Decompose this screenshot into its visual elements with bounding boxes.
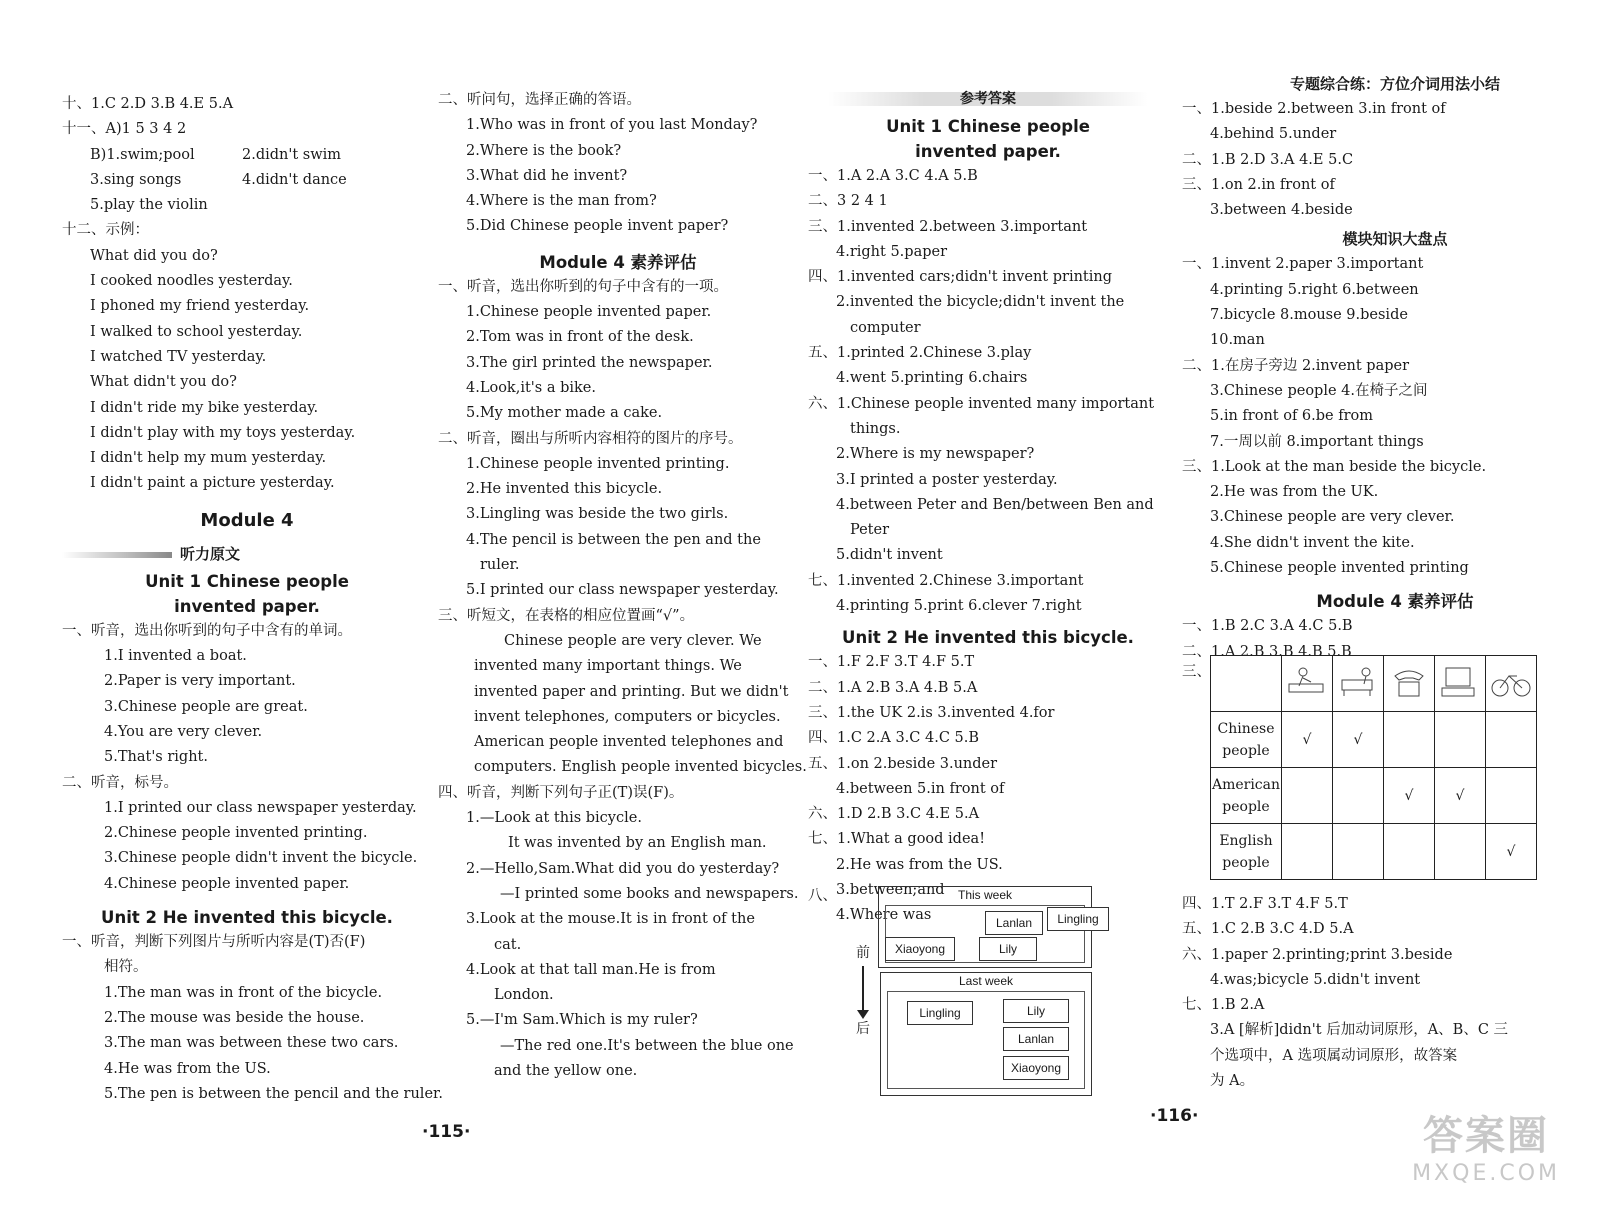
script-line: 1.Chinese people invented printing.	[466, 455, 730, 472]
answer-line: 3.Chinese people 4.在椅子之间	[1210, 382, 1428, 399]
computer-icon	[1438, 662, 1482, 702]
name-tag: Lingling	[907, 1001, 973, 1025]
answer-line: 4.Where was	[836, 907, 932, 924]
watermark-url: MXQE.COM	[1412, 1161, 1560, 1186]
answer-line: 三、1.Look at the man beside the bicycle.	[1182, 458, 1487, 475]
script-line: 2.Where is the book?	[466, 142, 622, 159]
answer-line: 4.printing 5.right 6.between	[1210, 281, 1419, 298]
script-line: 3.The girl printed the newspaper.	[466, 354, 713, 371]
answer-line: 4.was;bicycle 5.didn't invent	[1210, 971, 1421, 988]
section-heading: 专题综合练：方位介词用法小结	[1289, 75, 1500, 93]
answer-line: 个选项中，A 选项属动词原形，故答案	[1210, 1047, 1458, 1064]
script-line: 2.He invented this bicycle.	[466, 481, 663, 498]
answer-line: 4.printing 5.print 6.clever 7.right	[836, 598, 1082, 615]
script-line: 2.Paper is very important.	[104, 673, 296, 690]
check-cell	[1435, 824, 1486, 880]
question-label: 一、听音，判断下列图片与所听内容是(T)否(F)	[62, 934, 366, 951]
table-corner	[1211, 656, 1282, 712]
row-label: American people	[1211, 768, 1282, 824]
answer-line: computer	[850, 319, 921, 336]
script-line: 2.—Hello,Sam.What did you do yesterday?	[466, 860, 780, 877]
name-tag: Lanlan	[985, 911, 1043, 935]
check-cell	[1282, 824, 1333, 880]
this-week-box	[878, 886, 1099, 968]
answer-line: 4.behind 5.under	[1210, 126, 1337, 143]
question-label: 一、听音，选出你听到的句子中含有的单词。	[62, 622, 352, 639]
name-tag: Xiaoyong	[1003, 1056, 1069, 1080]
answer-line: 4.right 5.paper	[836, 243, 948, 260]
answer-line: 五、1.on 2.beside 3.under	[808, 755, 998, 772]
name-tag: Lanlan	[1003, 1027, 1069, 1051]
script-line: 4.He was from the US.	[104, 1060, 271, 1077]
paper-making-icon	[1285, 662, 1329, 702]
answer-line: 七、1.invented 2.Chinese 3.important	[808, 572, 1084, 589]
sample-line: I didn't help my mum yesterday.	[90, 450, 327, 467]
check-cell: √	[1435, 768, 1486, 824]
banner-label: 参考答案	[960, 91, 1016, 107]
unit-heading: invented paper.	[915, 142, 1061, 161]
watermark-logo: 答案圈	[1423, 1113, 1550, 1159]
check-cell	[1384, 824, 1435, 880]
back-label: 后	[856, 1020, 870, 1036]
sample-line: What didn't you do?	[90, 374, 237, 391]
script-line: 2.The mouse was beside the house.	[104, 1009, 365, 1026]
unit-heading: invented paper.	[174, 596, 320, 616]
section-label: 十二、示例：	[62, 222, 149, 239]
answer-line: 2.He was from the UK.	[1210, 484, 1379, 501]
answer-line: 十、1.C 2.D 3.B 4.E 5.A	[62, 96, 234, 112]
question-label: 三、	[1182, 664, 1211, 680]
answer-line: 四、1.T 2.F 3.T 4.F 5.T	[1182, 896, 1348, 912]
answer-line: 4.between 5.in front of	[836, 780, 1005, 797]
answer-line: 一、1.B 2.C 3.A 4.C 5.B	[1182, 618, 1353, 635]
script-line: 5.The pen is between the pencil and the ruler.	[104, 1085, 443, 1102]
check-cell: √	[1384, 768, 1435, 824]
section-heading: 模块知识大盘点	[1342, 230, 1448, 249]
answer-line: Peter	[850, 522, 890, 539]
script-line: 4.The pencil is between the pen and the	[466, 531, 761, 548]
script-line: 4.You are very clever.	[104, 723, 263, 740]
answer-line: 5.didn't invent	[836, 547, 943, 564]
check-cell	[1486, 768, 1537, 824]
table-header-row	[1211, 656, 1537, 712]
sample-line: I cooked noodles yesterday.	[90, 273, 293, 290]
row-label: English people	[1211, 824, 1282, 880]
module-heading: Module 4	[200, 509, 294, 531]
script-line: 1.I invented a boat.	[104, 648, 247, 665]
unit-heading: Unit 1 Chinese people	[886, 117, 1090, 136]
answer-line: 六、1.paper 2.printing;print 3.beside	[1182, 946, 1453, 963]
answer-line: 四、1.C 2.A 3.C 4.C 5.B	[808, 730, 980, 747]
answer-line: 5.in front of 6.be from	[1210, 408, 1374, 425]
script-line: London.	[494, 987, 554, 1004]
answer-line: 5.Chinese people invented printing	[1210, 560, 1469, 577]
answer-line: 三、1.invented 2.between 3.important	[808, 218, 1088, 235]
answer-line: 4.between Peter and Ben/between Ben and	[836, 496, 1154, 513]
section-banner	[62, 543, 432, 567]
answer-line: B)1.swim;pool 2.didn't swim	[90, 146, 342, 163]
script-line: ruler.	[480, 557, 520, 574]
script-line: 3.Chinese people are great.	[104, 698, 308, 715]
question-label: 二、听音，标号。	[62, 774, 178, 791]
script-line: 1.I printed our class newspaper yesterday.	[104, 799, 417, 816]
check-cell: √	[1282, 712, 1333, 768]
column-3	[808, 84, 1168, 929]
question-label: 一、听音，选出你听到的句子中含有的一项。	[438, 278, 728, 295]
picture-cell	[1435, 656, 1486, 712]
question-label: 二、听音，圈出与所听内容相符的图片的序号。	[438, 430, 743, 447]
answer-line: 一、1.beside 2.between 3.in front of	[1182, 101, 1446, 117]
sample-line: I didn't play with my toys yesterday.	[90, 424, 356, 441]
answer-line: things.	[850, 420, 901, 437]
answer-line: 五、1.C 2.B 3.C 4.D 5.A	[1182, 921, 1354, 938]
check-cell	[1435, 712, 1486, 768]
script-line: cat.	[494, 936, 522, 953]
script-line: 1.—Look at this bicycle.	[466, 810, 642, 827]
script-line: It was invented by an English man.	[508, 835, 767, 852]
answer-table	[1210, 655, 1537, 880]
script-line: 5.My mother made a cake.	[466, 405, 663, 422]
script-line: —I printed some books and newspapers.	[500, 885, 799, 902]
telephone-icon	[1387, 662, 1431, 702]
script-line: 3.The man was between these two cars.	[104, 1035, 399, 1052]
answer-line: 2.Where is my newspaper?	[836, 446, 1035, 463]
script-line: 3.Chinese people didn't invent the bicycle.	[104, 850, 418, 867]
check-cell	[1333, 824, 1384, 880]
question-label: 相符。	[104, 959, 148, 976]
answer-line: 三、1.on 2.in front of	[1182, 176, 1335, 193]
answer-line: 六、1.D 2.B 3.C 4.E 5.A	[808, 806, 980, 823]
script-line: 1.The man was in front of the bicycle.	[104, 984, 383, 1001]
passage-line: computers. English people invented bicycles.	[474, 759, 807, 776]
unit-heading: Unit 2 He invented this bicycle.	[101, 908, 393, 928]
picture-cell	[1486, 656, 1537, 712]
column-4	[1182, 72, 1572, 665]
name-tag: Xiaoyong	[885, 937, 955, 961]
bicycle-icon	[1489, 662, 1533, 702]
banner-label: 听力原文	[180, 544, 241, 563]
sample-line: I watched TV yesterday.	[90, 348, 267, 365]
answer-banner	[808, 84, 1168, 114]
script-line: 2.Chinese people invented printing.	[104, 825, 368, 842]
picture-cell	[1333, 656, 1384, 712]
name-tag: Lily	[1003, 999, 1069, 1023]
script-line: 5.That's right.	[104, 749, 208, 766]
sample-line: I walked to school yesterday.	[90, 323, 303, 340]
script-line: 5.—I'm Sam.Which is my ruler?	[466, 1012, 698, 1029]
answer-line: 四、1.invented cars;didn't invent printing	[808, 269, 1113, 286]
answer-line: 5.play the violin	[90, 197, 208, 214]
last-week-box	[880, 972, 1092, 1096]
answer-line: 3.between;and	[836, 882, 945, 899]
script-line: 5.I printed our class newspaper yesterday.	[466, 582, 779, 599]
script-line: 1.Who was in front of you last Monday?	[466, 117, 758, 134]
check-cell: √	[1333, 712, 1384, 768]
page-number: ·115·	[422, 1122, 471, 1142]
answer-line: 3.Chinese people are very clever.	[1210, 509, 1455, 526]
table-row	[1211, 712, 1537, 768]
name-tag: Lily	[979, 937, 1037, 961]
column-2	[438, 88, 807, 1084]
answer-line: 三、1.the UK 2.is 3.invented 4.for	[808, 704, 1055, 721]
script-line: 3.Lingling was beside the two girls.	[466, 506, 729, 523]
question-label: 四、听音，判断下列句子正(T)误(F)。	[438, 784, 684, 801]
unit-heading: Unit 2 He invented this bicycle.	[842, 628, 1134, 648]
table-row	[1211, 824, 1537, 880]
picture-cell	[1282, 656, 1333, 712]
arrow-line	[862, 966, 864, 1014]
sample-line: I didn't paint a picture yesterday.	[90, 475, 335, 492]
sample-line: I phoned my friend yesterday.	[90, 298, 310, 315]
script-line: and the yellow one.	[494, 1062, 638, 1079]
script-line: 4.Look at that tall man.He is from	[466, 961, 716, 978]
last-week-title: Last week	[958, 974, 1014, 988]
column-1	[62, 92, 443, 1107]
answer-line: 一、1.A 2.A 3.C 4.A 5.B	[808, 168, 978, 184]
page-number: ·116·	[1150, 1106, 1199, 1126]
answer-line: 五、1.printed 2.Chinese 3.play	[808, 345, 1032, 362]
answer-line: 二、3 2 4 1	[808, 193, 888, 210]
this-week-title: This week	[957, 888, 1013, 902]
passage-line: invented paper and printing. But we didn't	[474, 683, 789, 700]
answer-line: 一、1.F 2.F 3.T 4.F 5.T	[808, 654, 975, 671]
answer-line: 二、1.B 2.D 3.A 4.E 5.C	[1182, 151, 1354, 168]
banner-arrow	[62, 552, 172, 558]
answer-line: 七、1.B 2.A	[1182, 997, 1265, 1014]
answer-line: 2.He was from the US.	[836, 856, 1003, 873]
passage-line: American people invented telephones and	[474, 734, 784, 751]
answer-line: 7.bicycle 8.mouse 9.beside	[1210, 307, 1408, 324]
passage-line: Chinese people are very clever. We	[504, 632, 762, 649]
check-cell	[1333, 768, 1384, 824]
script-line: —The red one.It's between the blue one	[500, 1037, 794, 1054]
question-label: 二、听问句，选择正确的答语。	[438, 92, 641, 108]
answer-line: 二、1.A 2.B 3.B 4.B 5.B	[1182, 643, 1352, 660]
answer-line: 为 A。	[1210, 1073, 1255, 1090]
answer-line: 10.man	[1210, 332, 1265, 349]
picture-cell	[1384, 656, 1435, 712]
check-cell	[1486, 712, 1537, 768]
answer-line: 十一、A)1 5 3 4 2	[62, 121, 187, 138]
answer-line: 7.一周以前 8.important things	[1210, 433, 1424, 450]
passage-line: invent telephones, computers or bicycles.	[474, 708, 781, 725]
printing-icon	[1336, 662, 1380, 702]
column-4-lower	[1182, 892, 1572, 1094]
sample-line: I didn't ride my bike yesterday.	[90, 399, 319, 416]
script-line: 1.Chinese people invented paper.	[466, 304, 712, 321]
passage-line: invented many important things. We	[474, 658, 742, 675]
row-label: Chinese people	[1211, 712, 1282, 768]
check-cell: √	[1486, 824, 1537, 880]
answer-line: 4.went 5.printing 6.chairs	[836, 370, 1028, 387]
answer-line: 3.between 4.beside	[1210, 202, 1353, 219]
answer-line: 六、1.Chinese people invented many important	[808, 395, 1155, 412]
script-line: 3.Look at the mouse.It is in front of the	[466, 911, 755, 928]
script-line: 4.Where is the man from?	[466, 193, 657, 210]
watermark	[1412, 1104, 1560, 1186]
answer-line: 二、1.A 2.B 3.A 4.B 5.A	[808, 679, 978, 696]
answer-line: 4.She didn't invent the kite.	[1210, 534, 1415, 551]
answer-line: 3.A [解析]didn't 后加动词原形，A、B、C 三	[1210, 1022, 1509, 1039]
name-tag: Lingling	[1047, 907, 1109, 931]
answer-line: 七、1.What a good idea!	[808, 831, 986, 848]
script-line: 4.Chinese people invented paper.	[104, 875, 350, 892]
question-label: 八、	[808, 888, 837, 904]
answer-line: 3.I printed a poster yesterday.	[836, 471, 1058, 488]
answer-line: 2.invented the bicycle;didn't invent the	[836, 294, 1125, 311]
section-heading: Module 4 素养评估	[1316, 592, 1474, 612]
answer-line: 一、1.invent 2.paper 3.important	[1182, 256, 1424, 273]
check-cell	[1282, 768, 1333, 824]
seating-diagram	[850, 886, 1100, 1116]
answer-line: 3.sing songs 4.didn't dance	[90, 171, 347, 188]
script-line: 2.Tom was in front of the desk.	[466, 329, 694, 346]
unit-heading: Unit 1 Chinese people	[145, 571, 349, 591]
script-line: 4.Look,it's a bike.	[466, 379, 596, 396]
script-line: 3.What did he invent?	[466, 167, 628, 184]
script-line: 5.Did Chinese people invent paper?	[466, 218, 729, 235]
table-row	[1211, 768, 1537, 824]
question-label: 三、听短文，在表格的相应位置画“√”。	[438, 607, 695, 624]
check-cell	[1384, 712, 1435, 768]
front-label: 前	[856, 944, 870, 960]
answer-line: 二、1.在房子旁边 2.invent paper	[1182, 357, 1410, 374]
sample-line: What did you do?	[90, 247, 218, 264]
section-heading: Module 4 素养评估	[539, 252, 697, 272]
